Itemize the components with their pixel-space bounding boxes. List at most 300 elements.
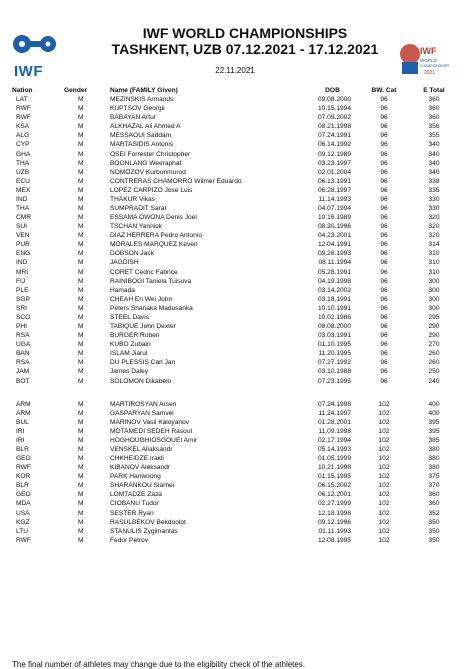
table-cell: SUMPRADIT Sarat: [110, 205, 167, 213]
footer-note: The final number of athletes may change due to the eligibility check of the athletes.: [12, 660, 306, 669]
table-cell: 96: [380, 295, 388, 303]
table-cell: 96: [380, 114, 388, 122]
table-cell: 290: [428, 332, 440, 340]
table-cell: 96: [380, 368, 388, 376]
table-cell: 01.10.1995: [317, 341, 351, 349]
table-cell: ESSAMA OWONA Denis Joel: [110, 214, 197, 222]
table-cell: 96: [380, 359, 388, 367]
table-cell: 96: [380, 96, 388, 104]
table-cell: 05.14.1993: [317, 445, 351, 453]
table-row: [12, 536, 459, 545]
table-cell: M: [78, 350, 84, 358]
col-header-bw-cat: BW. Cat: [371, 87, 397, 94]
table-cell: 96: [380, 241, 388, 249]
col-header-name: Name (FAMILY Given): [110, 87, 178, 94]
table-cell: 380: [428, 445, 440, 453]
table-cell: 11.24.1997: [318, 409, 351, 417]
table-cell: 320: [428, 223, 440, 231]
table-cell: M: [78, 195, 84, 203]
table-cell: PHI: [16, 323, 27, 331]
table-cell: 96: [380, 123, 388, 131]
table-row: [12, 140, 459, 149]
table-row: [12, 168, 459, 177]
table-cell: 04.23.2001: [317, 232, 351, 240]
table-row: [12, 377, 459, 386]
table-cell: M: [78, 341, 84, 349]
col-header-e-total: E Total: [423, 87, 445, 94]
table-cell: 355: [428, 132, 440, 140]
table-cell: 03.23.1997: [317, 159, 351, 167]
table-cell: THAKUR Vikas: [110, 195, 155, 203]
table-cell: 08.21.1998: [317, 123, 351, 131]
table-cell: SHARANKOU Siarhei: [110, 482, 175, 490]
table-row: [12, 445, 459, 454]
table-cell: DIAZ HERRERA Pedro Antonio: [110, 232, 202, 240]
table-cell: KIBANOV Aleksandr: [110, 464, 171, 472]
table-cell: 310: [428, 250, 440, 258]
table-cell: 02.17.1994: [317, 436, 351, 444]
table-cell: M: [78, 368, 84, 376]
table-cell: M: [78, 141, 84, 149]
table-header-row: [12, 86, 459, 95]
table-cell: M: [78, 295, 84, 303]
table-cell: M: [78, 286, 84, 294]
table-cell: KUPTSOV Georgii: [110, 105, 165, 113]
table-cell: 96: [380, 323, 388, 331]
table-cell: 07.24.1998: [317, 400, 351, 408]
table-cell: 06.28.1997: [317, 186, 351, 194]
table-cell: 07.09.2002: [317, 114, 351, 122]
table-row: [12, 509, 459, 518]
table-cell: M: [78, 418, 84, 426]
table-cell: M: [78, 96, 84, 104]
table-cell: 96: [380, 232, 388, 240]
table-cell: 06.15.2002: [317, 482, 351, 490]
table-cell: DU PLESSIS Carl Jan: [110, 359, 176, 367]
table-cell: UZB: [16, 168, 30, 176]
table-cell: M: [78, 123, 84, 131]
table-row: [12, 427, 459, 436]
table-cell: BURGER Ruben: [110, 332, 160, 340]
table-cell: ECU: [16, 177, 30, 185]
table-row: [12, 481, 459, 490]
table-cell: 340: [428, 150, 440, 158]
table-cell: 360: [428, 105, 440, 113]
table-cell: BAN: [16, 350, 30, 358]
table-row: [12, 436, 459, 445]
table-cell: 07.27.1992: [317, 359, 351, 367]
table-row: [12, 331, 459, 340]
table-cell: 102: [378, 455, 390, 463]
table-row: [12, 150, 459, 159]
table-cell: CHEAH En Wei John: [110, 295, 173, 303]
table-row: [12, 409, 459, 418]
table-cell: 400: [428, 409, 440, 417]
table-cell: 330: [428, 205, 440, 213]
table-cell: 09.08.2000: [317, 96, 351, 104]
table-cell: RWF: [16, 536, 31, 544]
table-cell: 01.05.1999: [317, 455, 351, 463]
table-cell: M: [78, 409, 84, 417]
table-cell: MDA: [16, 500, 31, 508]
table-cell: 96: [380, 268, 388, 276]
table-cell: James Daley: [110, 368, 149, 376]
table-cell: HOGHOUGHIOSGOUEI Amir: [110, 436, 198, 444]
table-cell: M: [78, 277, 84, 285]
table-cell: 350: [428, 518, 440, 526]
table-cell: 96: [380, 168, 388, 176]
table-cell: 335: [428, 186, 440, 194]
table-cell: M: [78, 232, 84, 240]
table-cell: STANULIS Zygimantas: [110, 527, 178, 535]
table-cell: 06.14.1992: [317, 141, 351, 149]
table-cell: 380: [428, 464, 440, 472]
table-cell: LOMTADZE Zaza: [110, 491, 162, 499]
table-cell: 10.15.1994: [317, 105, 351, 113]
table-cell: 03.10.1988: [317, 368, 351, 376]
table-cell: THA: [16, 159, 30, 167]
table-cell: VEN: [16, 232, 30, 240]
table-cell: 400: [428, 400, 440, 408]
table-row: [12, 131, 459, 140]
table-cell: 395: [428, 418, 440, 426]
table-row: [12, 258, 459, 267]
table-cell: 102: [378, 482, 390, 490]
table-cell: NOMOZOV Kurbonmurod: [110, 168, 186, 176]
table-cell: ALKHAZAL Ali Ahmed A: [110, 123, 181, 131]
table-cell: 300: [428, 295, 440, 303]
table-cell: M: [78, 177, 84, 185]
table-cell: 96: [380, 304, 388, 312]
col-header-nation: Nation: [12, 87, 33, 94]
table-row: [12, 249, 459, 258]
table-cell: Fedor Petrov: [110, 536, 149, 544]
table-cell: 320: [428, 214, 440, 222]
table-cell: M: [78, 214, 84, 222]
table-cell: M: [78, 455, 84, 463]
table-cell: 07.23.1995: [317, 377, 351, 385]
table-row: [12, 204, 459, 213]
table-cell: 320: [428, 232, 440, 240]
table-cell: MRI: [16, 268, 29, 276]
table-cell: 102: [378, 509, 390, 517]
table-cell: 270: [428, 341, 440, 349]
table-cell: 10.21.1998: [317, 464, 351, 472]
table-cell: JAM: [16, 368, 30, 376]
table-cell: 102: [378, 464, 390, 472]
col-header-gender: Gender: [64, 87, 88, 94]
table-cell: 96: [380, 223, 388, 231]
table-row: [12, 349, 459, 358]
table-cell: 102: [378, 527, 390, 535]
table-cell: MARINOV Vasil Kaloyanov: [110, 418, 190, 426]
table-cell: 96: [380, 313, 388, 321]
table-cell: 96: [380, 341, 388, 349]
table-cell: CORET Cedric Fabrice: [110, 268, 178, 276]
event-logo: [396, 40, 454, 80]
table-row: [12, 304, 459, 313]
table-cell: 360: [428, 96, 440, 104]
table-cell: 96: [380, 141, 388, 149]
table-cell: M: [78, 159, 84, 167]
table-cell: 340: [428, 141, 440, 149]
table-cell: 370: [428, 482, 440, 490]
table-cell: KOR: [16, 473, 31, 481]
table-cell: 04.19.1998: [317, 277, 351, 285]
table-cell: 240: [428, 377, 440, 385]
table-cell: CHKHEIDZE Irakli: [110, 455, 164, 463]
table-cell: 352: [428, 509, 440, 517]
table-cell: CMR: [16, 214, 32, 222]
table-cell: 338: [428, 177, 440, 185]
table-cell: 260: [428, 350, 440, 358]
table-cell: 350: [428, 536, 440, 544]
table-cell: 06.12.2001: [317, 491, 351, 499]
table-cell: 356: [428, 123, 440, 131]
table-cell: IRI: [16, 427, 25, 435]
table-cell: MOTAMEDI SEDEH Rasoul: [110, 427, 192, 435]
table-cell: 340: [428, 159, 440, 167]
table-cell: M: [78, 114, 84, 122]
table-cell: 96: [380, 286, 388, 294]
table-cell: SUI: [16, 223, 27, 231]
table-cell: 260: [428, 359, 440, 367]
table-cell: M: [78, 536, 84, 544]
table-cell: Peters Shanaka Madusanka: [110, 304, 193, 312]
table-cell: 96: [380, 150, 388, 158]
table-cell: ARM: [16, 409, 31, 417]
table-cell: 10.10.1991: [317, 304, 351, 312]
table-cell: RWF: [16, 464, 31, 472]
table-cell: 96: [380, 277, 388, 285]
table-cell: 250: [428, 368, 440, 376]
table-row: [12, 313, 459, 322]
table-cell: KGZ: [16, 518, 30, 526]
table-cell: BOONLANG Weeraphat: [110, 159, 182, 167]
table-cell: M: [78, 250, 84, 258]
table-cell: M: [78, 304, 84, 312]
table-cell: BLR: [16, 445, 29, 453]
table-cell: M: [78, 332, 84, 340]
table-cell: MEX: [16, 186, 31, 194]
table-cell: M: [78, 473, 84, 481]
table-cell: CONTRERAS CHAMORRO Wilmer Eduardo: [110, 177, 242, 185]
table-cell: 01.11.1993: [318, 527, 351, 535]
table-row: [12, 463, 459, 472]
table-row: [12, 340, 459, 349]
table-cell: IRI: [16, 436, 25, 444]
table-cell: 360: [428, 491, 440, 499]
table-cell: 360: [428, 114, 440, 122]
table-cell: M: [78, 427, 84, 435]
table-cell: 96: [380, 132, 388, 140]
table-cell: M: [78, 186, 84, 194]
table-cell: KUBO Zubairi: [110, 341, 151, 349]
table-cell: 03.14.2002: [317, 286, 351, 294]
table-cell: M: [78, 241, 84, 249]
table-row: [12, 113, 459, 122]
table-cell: 102: [378, 491, 390, 499]
table-cell: JAGDISH: [110, 259, 139, 267]
table-cell: 01.28.2001: [317, 418, 351, 426]
table-cell: 96: [380, 159, 388, 167]
table-cell: M: [78, 527, 84, 535]
table-cell: 08.11.1994: [318, 259, 351, 267]
table-row: [12, 222, 459, 231]
table-cell: BOT: [16, 377, 30, 385]
table-cell: THA: [16, 205, 30, 213]
table-cell: VENSKEL Aliaksandr: [110, 445, 173, 453]
table-cell: 102: [378, 518, 390, 526]
table-cell: 385: [428, 436, 440, 444]
table-cell: DOBSON Jack: [110, 250, 154, 258]
table-cell: 96: [380, 377, 388, 385]
table-cell: M: [78, 168, 84, 176]
table-cell: M: [78, 436, 84, 444]
table-row: [12, 186, 459, 195]
table-cell: 102: [378, 400, 390, 408]
table-cell: M: [78, 313, 84, 321]
table-cell: 96: [380, 195, 388, 203]
table-cell: SESTER Ryan: [110, 509, 154, 517]
table-row: [12, 104, 459, 113]
table-cell: LTU: [16, 527, 28, 535]
entry-list-table: [12, 86, 459, 545]
table-cell: USA: [16, 509, 30, 517]
table-cell: RSA: [16, 359, 30, 367]
table-row: [12, 454, 459, 463]
table-cell: 11.09.1998: [318, 427, 351, 435]
table-cell: M: [78, 259, 84, 267]
table-cell: SRI: [16, 304, 27, 312]
table-cell: 102: [378, 409, 390, 417]
table-cell: RWF: [16, 114, 31, 122]
table-cell: 12.08.1995: [317, 536, 351, 544]
table-cell: STEEL Davis: [110, 313, 149, 321]
table-row: [12, 122, 459, 131]
table-row: [12, 472, 459, 481]
table-cell: BLR: [16, 482, 29, 490]
table-cell: Hamada: [110, 286, 135, 294]
table-cell: RWF: [16, 105, 31, 113]
table-row: [12, 286, 459, 295]
table-cell: 102: [378, 500, 390, 508]
table-cell: ISLAM Jiarul: [110, 350, 148, 358]
table-cell: 380: [428, 455, 440, 463]
table-cell: 350: [428, 527, 440, 535]
table-row: [12, 418, 459, 427]
table-cell: 360: [428, 500, 440, 508]
table-row: [12, 231, 459, 240]
table-cell: PLE: [16, 286, 29, 294]
table-cell: 05.28.1991: [317, 268, 351, 276]
table-cell: M: [78, 509, 84, 517]
table-cell: 03.18.1991: [317, 295, 351, 303]
table-cell: OSEI Forrester Christopher: [110, 150, 191, 158]
table-cell: ARM: [16, 400, 31, 408]
table-cell: 314: [428, 241, 440, 249]
table-cell: M: [78, 205, 84, 213]
table-cell: 12.04.1991: [317, 241, 351, 249]
table-cell: LOPEZ CARPIZO Jose Luis: [110, 186, 193, 194]
group-separator: [12, 386, 459, 400]
table-row: [12, 358, 459, 367]
table-cell: 02.01.2004: [317, 168, 351, 176]
table-cell: 295: [428, 313, 440, 321]
table-cell: 102: [378, 445, 390, 453]
table-cell: 10.16.1989: [317, 214, 351, 222]
table-cell: MARTIROSYAN Arsen: [110, 400, 177, 408]
table-cell: 01.15.1995: [317, 473, 351, 481]
table-cell: SGP: [16, 295, 30, 303]
table-cell: TABIQUE John Dexter: [110, 323, 176, 331]
table-row: [12, 159, 459, 168]
table-cell: 102: [378, 436, 390, 444]
table-cell: M: [78, 268, 84, 276]
table-cell: RAINIBOGI Taniela Tuisuva: [110, 277, 192, 285]
table-cell: 102: [378, 536, 390, 544]
table-cell: 375: [428, 473, 440, 481]
table-row: [12, 95, 459, 104]
table-cell: M: [78, 400, 84, 408]
table-cell: PARK Hanwoong: [110, 473, 161, 481]
table-cell: 96: [380, 186, 388, 194]
table-cell: SCO: [16, 313, 31, 321]
table-cell: RASULBEKOV Bekdoolot: [110, 518, 186, 526]
table-cell: M: [78, 223, 84, 231]
table-row: [12, 177, 459, 186]
table-cell: 03.03.1991: [317, 332, 351, 340]
table-cell: M: [78, 445, 84, 453]
table-cell: M: [78, 132, 84, 140]
table-cell: MORALES MARQUEZ Keven: [110, 241, 198, 249]
table-cell: 102: [378, 473, 390, 481]
table-cell: 300: [428, 286, 440, 294]
table-cell: 09.12.1989: [317, 150, 351, 158]
table-cell: 02.27.1999: [317, 500, 351, 508]
table-cell: 09.12.1996: [317, 518, 351, 526]
table-cell: MARTASIDIS Antonis: [110, 141, 174, 149]
table-cell: CIOBANU Tudor: [110, 500, 159, 508]
table-cell: 330: [428, 195, 440, 203]
table-row: [12, 277, 459, 286]
page-title: IWF WORLD CHAMPIONSHIPS: [142, 25, 348, 41]
document-date: 22.11.2021: [215, 66, 255, 75]
table-cell: UGA: [16, 341, 31, 349]
table-cell: M: [78, 482, 84, 490]
table-cell: 340: [428, 168, 440, 176]
table-cell: 290: [428, 323, 440, 331]
svg-text:WORLD: WORLD: [420, 58, 437, 63]
table-cell: 04.07.1994: [317, 205, 351, 213]
table-cell: ENG: [16, 250, 31, 258]
table-row: [12, 499, 459, 508]
table-cell: 102: [378, 427, 390, 435]
table-cell: 12.18.1996: [317, 509, 351, 517]
table-cell: M: [78, 105, 84, 113]
table-cell: RSA: [16, 332, 30, 340]
table-cell: GEO: [16, 491, 31, 499]
table-cell: 96: [380, 250, 388, 258]
table-cell: 08.08.2000: [317, 323, 351, 331]
table-cell: M: [78, 150, 84, 158]
table-cell: ALG: [16, 132, 30, 140]
table-row: [12, 518, 459, 527]
table-cell: GEO: [16, 455, 31, 463]
table-cell: 96: [380, 177, 388, 185]
table-cell: GHA: [16, 150, 31, 158]
table-cell: 300: [428, 277, 440, 285]
